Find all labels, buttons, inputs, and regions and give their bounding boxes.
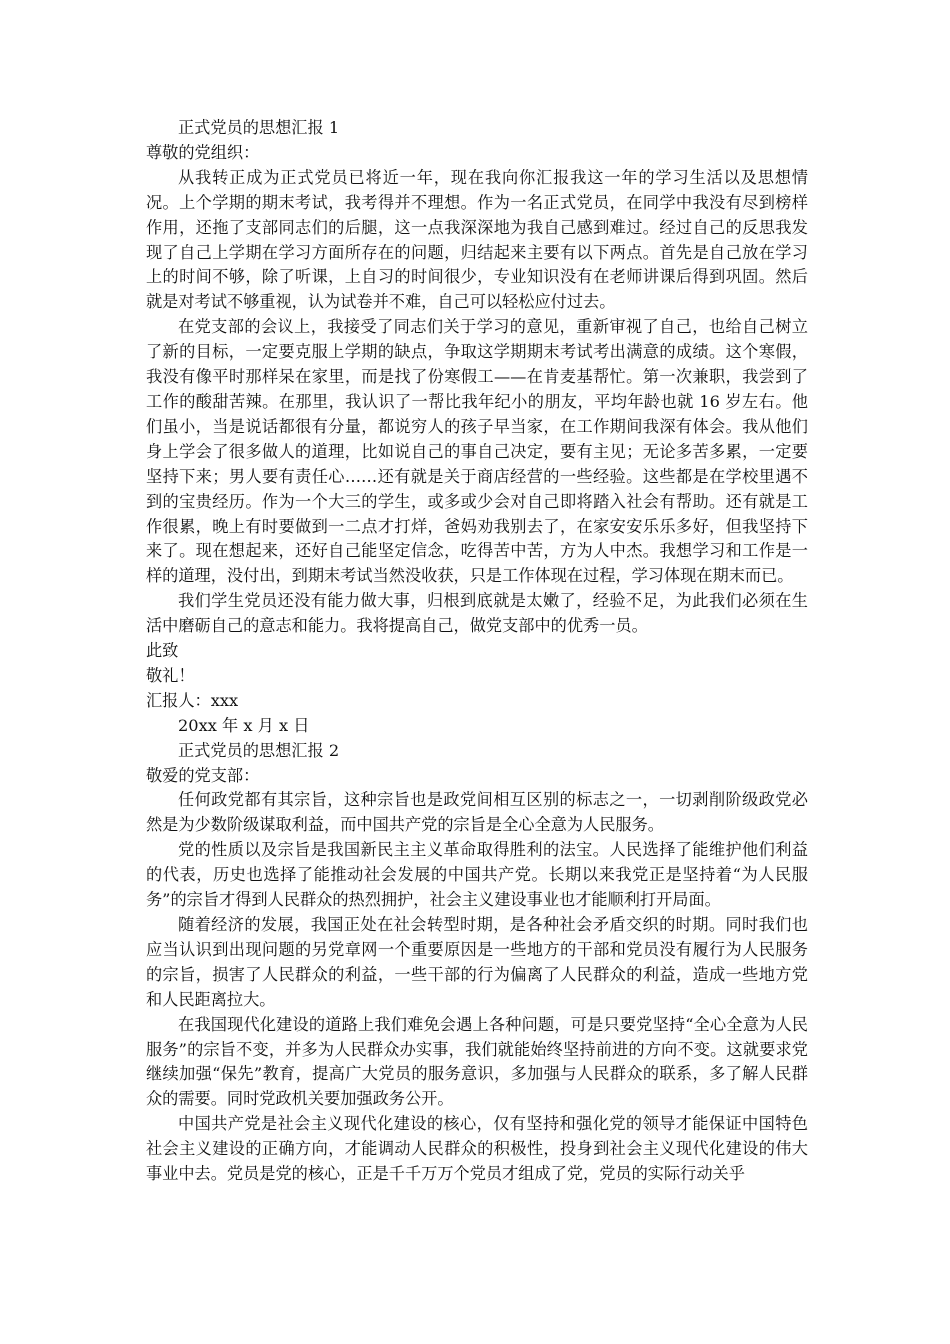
report-1-closing-1: 此致 xyxy=(146,641,179,661)
report-2-paragraph-4: 在我国现代化建设的道路上我们难免会遇上各种问题，可是只要党坚持“全心全意为人民服务”的宗旨不变，并多为人民群众办实事，我们就能始终坚持前进的方向不变。这就要求党继续加强“保先”教育，提高广大党员的服务意识，多加强与人民群众的联系，多了解人民群众的需要。同时党政机关要加强政务公开。 xyxy=(146,1014,808,1109)
report-1-paragraph-3: 我们学生党员还没有能力做大事，归根到底就是太嫩了，经验不足，为此我们必须在生活中磨砺自己的意志和能力。我将提高自己，做党支部中的优秀一员。 xyxy=(146,591,808,636)
report-1-reporter: 汇报人：xxx xyxy=(146,690,239,710)
document-page xyxy=(146,116,808,1187)
report-1-title: 正式党员的思想汇报 1 xyxy=(178,118,340,137)
report-2-paragraph-2: 党的性质以及宗旨是我国新民主主义革命取得胜利的法宝。人民选择了能维护他们利益的代表，历史也选择了能推动社会发展的中国共产党。长期以来我党正是坚持着“为人民服务”的宗旨才得到人民群众的热烈拥护，社会主义建设事业也才能顺利打开局面。 xyxy=(146,840,808,910)
report-2-title: 正式党员的思想汇报 2 xyxy=(178,740,340,760)
report-1-salutation: 尊敬的党组织： xyxy=(146,142,260,162)
report-1-paragraph-1: 从我转正成为正式党员已将近一年，现在我向你汇报我这一年的学习生活以及思想情况。上个学期的期末考试，我考得并不理想。作为一名正式党员，在同学中我没有尽到榜样作用，还拖了支部同志们的后腿，这一点我深深地为我自己感到难过。经过自己的反思我发现了自己上学期在学习方面所存在的问题，归结起来主要有以下两点。首先是自己放在学习上的时间不够，除了听课，上自习的时间很少，专业知识没有在老师讲课后得到巩固。然后就是对考试不够重视，认为试卷并不难，自己可以轻松应付过去。 xyxy=(146,167,808,312)
report-1-date: 20xx 年 x 月 x 日 xyxy=(178,715,310,735)
report-2-paragraph-1: 任何政党都有其宗旨，这种宗旨也是政党间相互区别的标志之一，一切剥削阶级政党必然是为少数阶级谋取利益，而中国共产党的宗旨是全心全意为人民服务。 xyxy=(146,790,808,835)
report-1-paragraph-2: 在党支部的会议上，我接受了同志们关于学习的意见，重新审视了自己，也给自己树立了新的目标，一定要克服上学期的缺点，争取这学期期末考试考出满意的成绩。这个寒假，我没有像平时那样呆在家里，而是找了份寒假工——在肯麦基帮忙。第一次兼职，我尝到了工作的酸甜苦辣。在那里，我认识了一帮比我年纪小的朋友，平均年龄也就 16 岁左右。他们虽小，当是说话都很有分量，都说穷人的孩子早当家，在工作期间我深有体会。我从他们身上学会了很多做人的道理，比如说自己的事自己决定，要有主见；无论多苦多累，一定要坚持下来；男人要有责任心……还有就是关于商店经营的一些经验。这些都是在学校里遇不到的宝贵经历。作为一个大三的学生，或多或少会对自己即将踏入社会有帮助。还有就是工作很累，晚上有时要做到一二点才打烊，爸妈劝我别去了，在家安安乐乐多好，但我坚持下来了。现在想起来，还好自己能坚定信念，吃得苦中苦，方为人中杰。我想学习和工作是一样的道理，没付出，到期末考试当然没收获，只是工作体现在过程，学习体现在期末而已。 xyxy=(146,317,808,586)
report-1-closing-2: 敬礼！ xyxy=(146,665,195,685)
report-2-paragraph-5: 中国共产党是社会主义现代化建设的核心，仅有坚持和强化党的领导才能保证中国特色社会主义建设的正确方向，才能调动人民群众的积极性，投身到社会主义现代化建设的伟大事业中去。党员是党的核心，正是千千万万个党员才组成了党，党员的实际行动关乎 xyxy=(146,1114,808,1184)
report-2-salutation: 敬爱的党支部： xyxy=(146,765,260,785)
report-2-paragraph-3: 随着经济的发展，我国正处在社会转型时期，是各种社会矛盾交织的时期。同时我们也应当认识到出现问题的另党章网一个重要原因是一些地方的干部和党员没有履行为人民服务的宗旨，损害了人民群众的利益，一些干部的行为偏离了人民群众的利益，造成一些地方党和人民距离拉大。 xyxy=(146,915,808,1009)
